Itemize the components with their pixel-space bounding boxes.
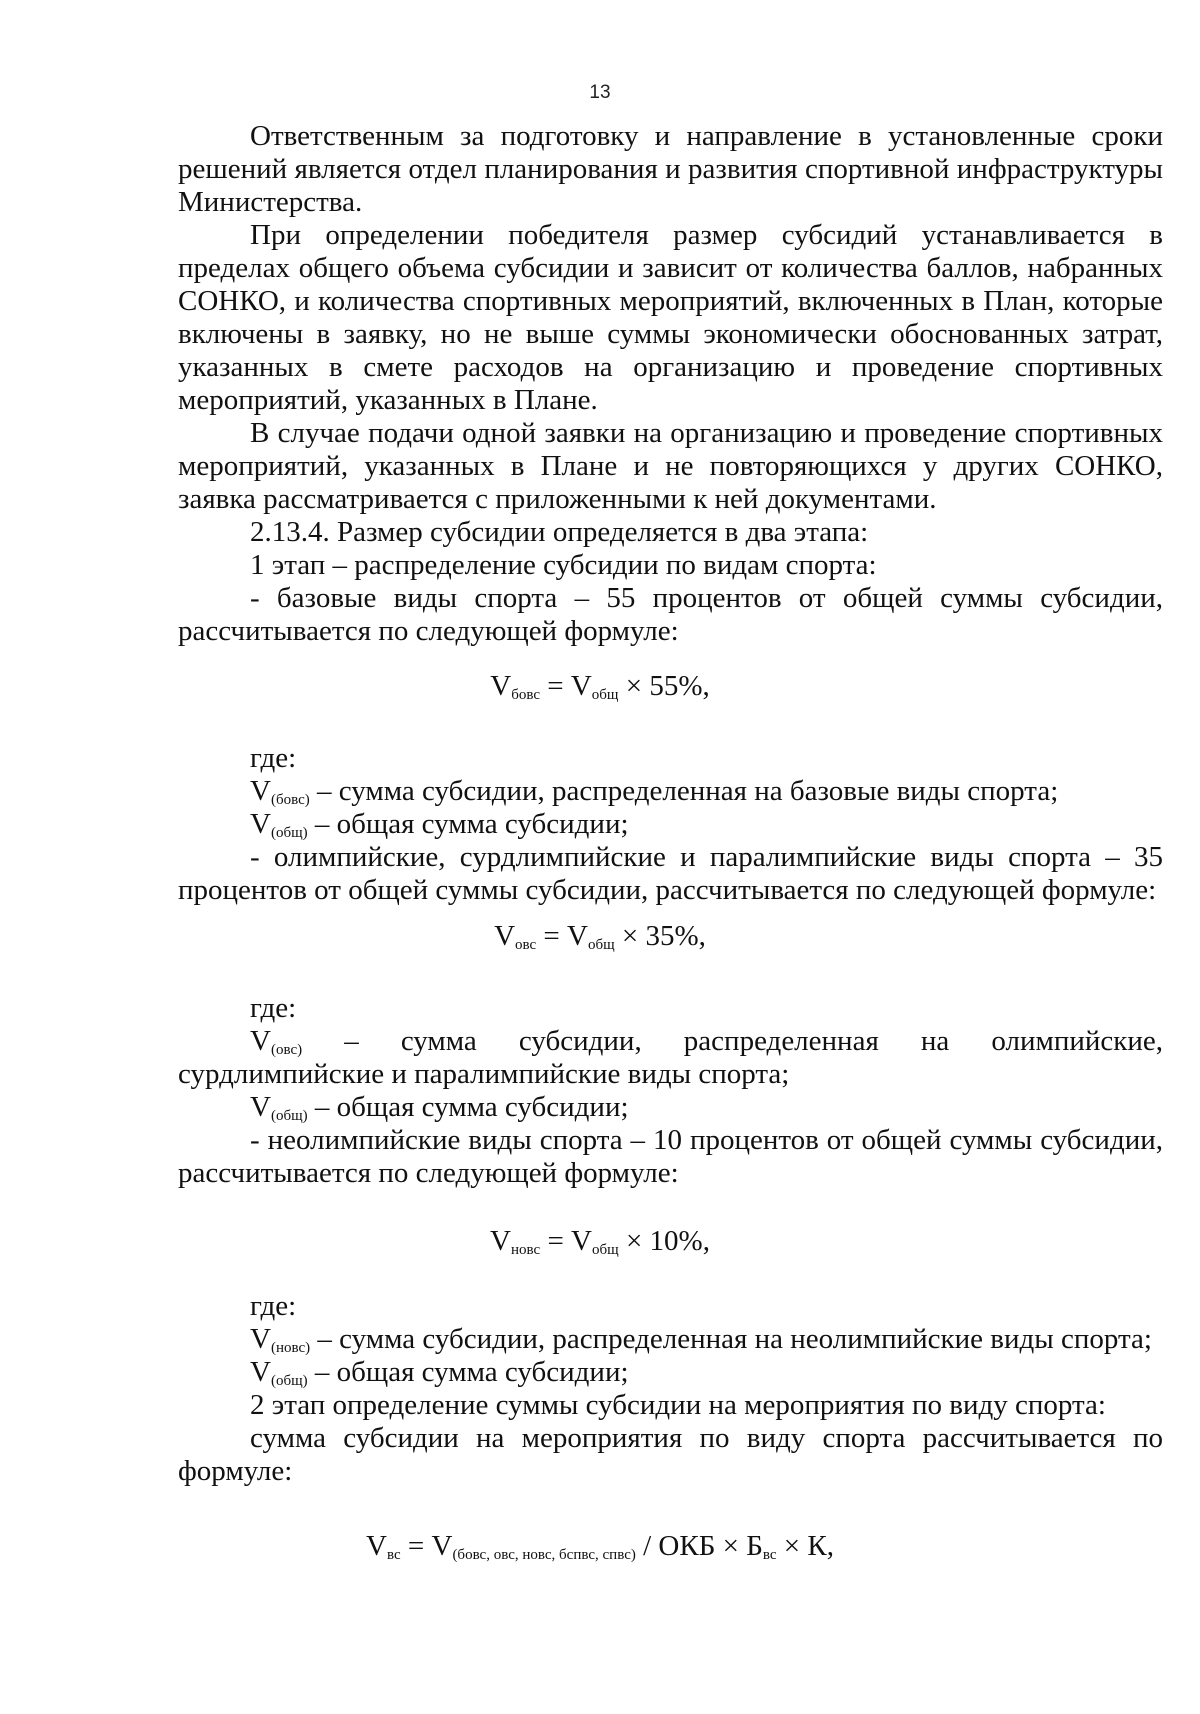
paragraph-single-application: В случае подачи одной заявки на организацию и проведение спортивных мероприятий, указанных в Плане и не повторяющихся у других СОНКО, заявка рассматривается с приложенными к ней документами. (178, 417, 1163, 515)
where-label: где: (250, 992, 297, 1024)
definition-v-obsh: $V_{(общ)}$ – общая сумма субсидии; (250, 808, 629, 841)
paragraph-stage-2-formula-intro: сумма субсидии на мероприятия по виду спорта рассчитывается по формуле: (178, 1422, 1163, 1487)
where-label: где: (250, 742, 297, 774)
paragraph-2-13-4: 2.13.4. Размер субсидии определяется в два этапа: (250, 516, 869, 548)
paragraph-stage-1: 1 этап – распределение субсидии по видам спорта: (250, 549, 877, 581)
page-number: 13 (589, 82, 611, 103)
formula-non-olympic-sports: $V_{новс} = V_{общ} \times 10\%$, (490, 1225, 710, 1258)
paragraph-non-olympic-sports: - неолимпийские виды спорта – 10 процентов от общей суммы субсидии, рассчитывается по следующей формуле: (178, 1124, 1163, 1189)
definition-v-bovs: $V_{(бовс)}$ – сумма субсидии, распределенная на базовые виды спорта; (250, 775, 1059, 808)
body-text-top (178, 120, 1163, 648)
definitions-block-3 (178, 1290, 1163, 1488)
paragraph-responsible: Ответственным за подготовку и направление в установленные сроки решений является отдел планирования и развития спортивной инфраструктуры Министерства. (178, 120, 1163, 218)
definition-v-novs: $V_{(новс)}$ – сумма субсидии, распределенная на неолимпийские виды спорта; (250, 1323, 1152, 1356)
paragraph-olympic-sports: - олимпийские, сурдлимпийские и паралимпийские виды спорта – 35 процентов от общей суммы субсидии, рассчитывается по следующей формуле: (178, 841, 1163, 906)
paragraph-basic-sports: - базовые виды спорта – 55 процентов от общей суммы субсидии, рассчитывается по следующей формуле: (178, 582, 1163, 647)
formula-event-subsidy: $V_{вс} = V_{(бовс, овс, новс, бспвс, спвс)}$ / ОКБ × $Б_{вс} \times К$, (366, 1530, 834, 1563)
definitions-block-1 (178, 742, 1163, 907)
definition-v-obsh: $V_{(общ)}$ – общая сумма субсидии; (250, 1091, 629, 1124)
definition-v-obsh: $V_{(общ)}$ – общая сумма субсидии; (250, 1356, 629, 1389)
paragraph-winner: При определении победителя размер субсидий устанавливается в пределах общего объема субсидии и зависит от количества баллов, набранных СОНКО, и количества спортивных мероприятий, включенных в План, которые включены в заявку, но не выше суммы экономически обоснованных затрат, указанных в смете расходов на организацию и проведение спортивных мероприятий, указанных в Плане. (178, 219, 1163, 416)
definition-v-ovs: $V_{(овс)}$ – сумма субсидии, распределенная на олимпийские, сурдлимпийские и паралимпийские виды спорта; (178, 1025, 1163, 1090)
definitions-block-2 (178, 992, 1163, 1190)
where-label: где: (250, 1290, 297, 1322)
formula-basic-sports: $V_{бовс} = V_{общ} \times 55\%$, (490, 670, 710, 703)
formula-olympic-sports: $V_{овс} = V_{общ} \times 35\%$, (494, 920, 706, 953)
paragraph-stage-2: 2 этап определение суммы субсидии на мероприятия по виду спорта: (250, 1389, 1106, 1421)
